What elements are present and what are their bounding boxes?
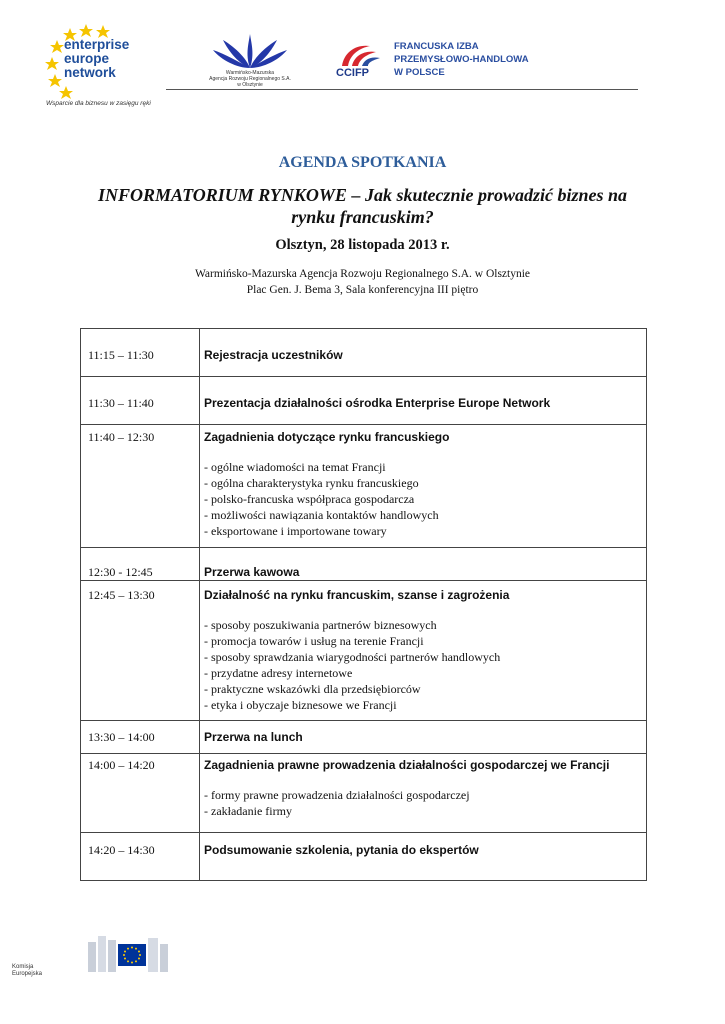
venue-line: Warmińsko-Mazurska Agencja Rozwoju Regionalnego S.A. w Olsztynie [194, 268, 531, 280]
venue-line: Plac Gen. J. Bema 3, Sala konferencyjna III piętro [246, 284, 479, 296]
agenda-time-cell [81, 548, 200, 581]
event-venue [0, 266, 725, 298]
agenda-topic-title: Prezentacja działalności ośrodka Enterprise Europe Network [204, 396, 551, 410]
een-wordmark [64, 38, 129, 80]
agenda-topic-list-item: - eksportowane i importowane towary [204, 524, 387, 538]
agenda-topic-list-item: - etyka i obyczaje biznesowe we Francji [204, 698, 397, 712]
agenda-topic-list-item: - promocja towarów i usług na terenie Francji [204, 634, 424, 648]
agenda-topic-cell [200, 425, 647, 548]
event-subtitle-line: INFORMATORIUM RYNKOWE – Jak skutecznie prowadzić biznes na [98, 185, 627, 205]
ccifp-name-line: PRZEMYSŁOWO-HANDLOWA [394, 54, 529, 65]
agenda-row [81, 754, 647, 833]
een-logo [40, 22, 160, 122]
header-divider [166, 89, 638, 90]
agenda-topic-cell [200, 721, 647, 754]
agenda-time: 14:00 – 14:20 [88, 758, 155, 772]
agenda-table [80, 328, 647, 881]
agenda-time: 13:30 – 14:00 [88, 730, 155, 744]
agenda-row [81, 377, 647, 425]
agenda-topic-cell [200, 581, 647, 721]
agenda-topic-cell [200, 833, 647, 881]
eu-label-line: Komisja [12, 964, 34, 970]
ccifp-logo [336, 40, 536, 86]
agenda-topic-list-item: - ogólne wiadomości na temat Francji [204, 460, 386, 474]
agenda-topic-list-item: - praktyczne wskazówki dla przedsiębiorców [204, 682, 421, 696]
agency-logo [205, 30, 295, 92]
een-tagline: Wsparcie dla biznesu w zasięgu ręki [46, 100, 151, 107]
agenda-time-cell [81, 721, 200, 754]
agenda-topic-list [204, 787, 642, 819]
agenda-topic-title: Przerwa kawowa [204, 565, 300, 579]
agenda-topic-cell [200, 548, 647, 581]
european-commission-logo-icon [82, 920, 172, 984]
agenda-row [81, 721, 647, 754]
agency-logo-text [205, 70, 295, 88]
agenda-time-cell [81, 377, 200, 425]
ccifp-abbr: CCIFP [336, 67, 369, 79]
agenda-time: 11:15 – 11:30 [88, 348, 154, 362]
agenda-topic-list-item: - przydatne adresy internetowe [204, 666, 353, 680]
agenda-row [81, 425, 647, 548]
agenda-time-cell [81, 425, 200, 548]
eu-label-line: Europejska [12, 971, 43, 977]
page-title: AGENDA SPOTKANIA [278, 154, 447, 171]
agenda-topic-list-item: - zakładanie firmy [204, 804, 292, 818]
agenda-time-cell [81, 581, 200, 721]
ccifp-name-line: FRANCUSKA IZBA [394, 41, 479, 52]
agency-logo-line: Warmińsko-Mazurska [225, 70, 275, 76]
agenda-topic-list-item: - sposoby poszukiwania partnerów biznesowych [204, 618, 437, 632]
agenda-topic-list [204, 459, 642, 539]
een-word-network: network [64, 65, 116, 80]
agency-emblem-icon [205, 30, 295, 70]
ccifp-name-line: W POLSCE [394, 67, 445, 78]
agenda-topic-title: Działalność na rynku francuskim, szanse i zagrożenia [204, 588, 510, 602]
agenda-topic-title: Rejestracja uczestników [204, 348, 343, 362]
agenda-row [81, 548, 647, 581]
agenda-topic-cell [200, 754, 647, 833]
agenda-time-cell [81, 833, 200, 881]
een-word-europe: europe [64, 51, 110, 66]
event-subtitle [0, 184, 725, 228]
event-subtitle-line: rynku francuskim? [291, 207, 434, 227]
agenda-time: 12:30 - 12:45 [88, 565, 153, 579]
agenda-row [81, 329, 647, 377]
agenda-topic-title: Zagadnienia dotyczące rynku francuskiego [204, 430, 450, 444]
agenda-topic-list-item: - możliwości nawiązania kontaktów handlowych [204, 508, 439, 522]
agenda-topic-title: Zagadnienia prawne prowadzenia działalności gospodarczej we Francji [204, 758, 610, 772]
agenda-topic-list-item: - formy prawne prowadzenia działalności gospodarczej [204, 788, 470, 802]
ccifp-name [394, 40, 529, 79]
agenda-time: 11:40 – 12:30 [88, 430, 155, 444]
agenda-time: 11:30 – 11:40 [88, 396, 154, 410]
agenda-row [81, 833, 647, 881]
een-word-enterprise: enterprise [64, 37, 130, 52]
ccifp-swoosh-icon [338, 40, 390, 70]
agenda-time: 12:45 – 13:30 [88, 588, 155, 602]
event-date: Olsztyn, 28 listopada 2013 r. [275, 237, 450, 253]
european-commission-label [12, 964, 42, 978]
agenda-topic-list-item: - sposoby sprawdzania wiarygodności partnerów handlowych [204, 650, 501, 664]
agenda-time-cell [81, 329, 200, 377]
agenda-time-cell [81, 754, 200, 833]
agenda-table-body [81, 329, 647, 881]
agenda-topic-title: Podsumowanie szkolenia, pytania do ekspertów [204, 843, 479, 857]
agenda-topic-cell [200, 329, 647, 377]
agenda-time: 14:20 – 14:30 [88, 843, 155, 857]
agency-logo-line: Agencja Rozwoju Regionalnego S.A. [209, 76, 291, 82]
agenda-topic-list-item: - ogólna charakterystyka rynku francuskiego [204, 476, 419, 490]
agency-logo-line: w Olsztynie [237, 82, 263, 88]
agenda-row [81, 581, 647, 721]
agenda-topic-cell [200, 377, 647, 425]
agenda-topic-list-item: - polsko-francuska współpraca gospodarcza [204, 492, 415, 506]
agenda-topic-title: Przerwa na lunch [204, 730, 303, 744]
agenda-topic-list [204, 617, 642, 713]
